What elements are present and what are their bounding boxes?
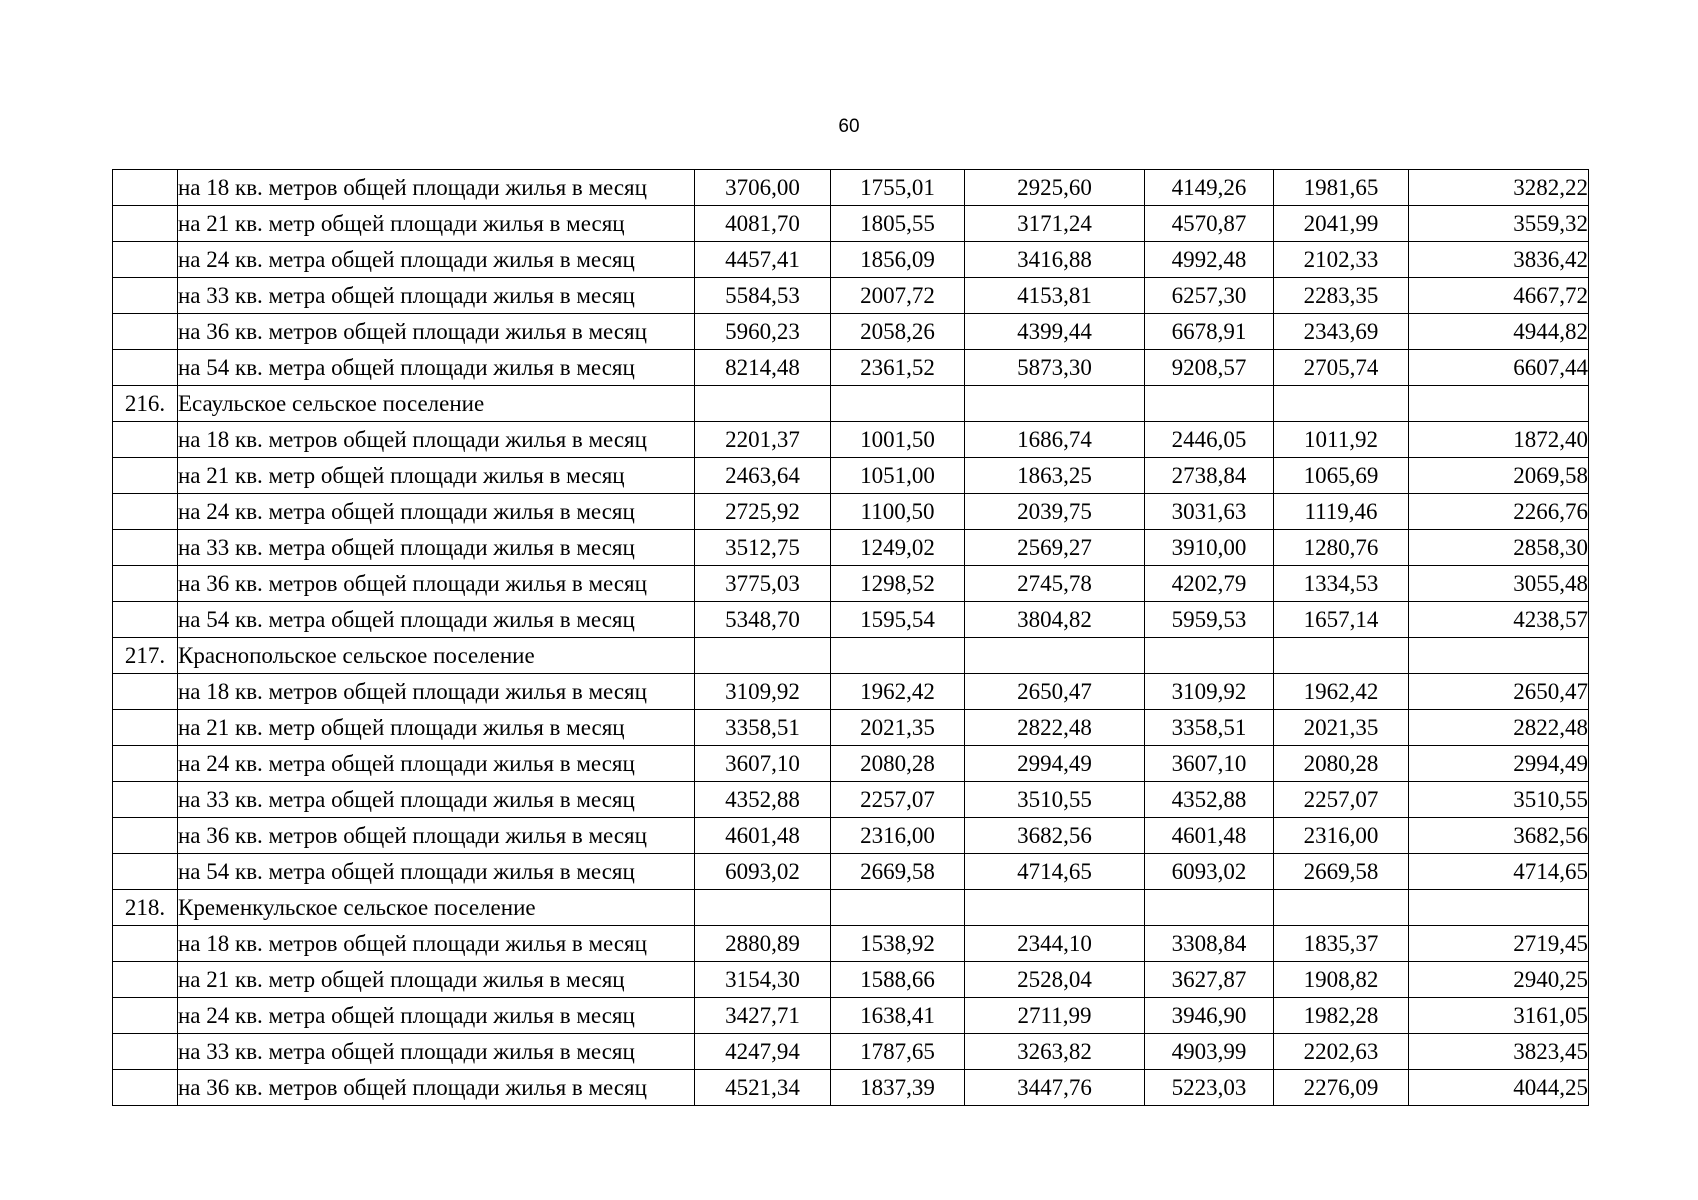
value-cell-3: 2569,27 [965, 530, 1145, 566]
value-cell-6: 2822,48 [1409, 710, 1589, 746]
table-row [113, 1034, 1589, 1070]
row-number [113, 494, 178, 530]
value-cell-2: 1962,42 [831, 674, 965, 710]
value-cell-2: 1538,92 [831, 926, 965, 962]
value-cell-5: 1962,42 [1274, 674, 1409, 710]
table-row [113, 242, 1589, 278]
value-cell-4: 3109,92 [1145, 674, 1274, 710]
value-cell-4: 6678,91 [1145, 314, 1274, 350]
value-cell-2 [831, 890, 965, 926]
area-norm-label: на 21 кв. метр общей площади жилья в месяц [178, 458, 695, 494]
value-cell-5: 1065,69 [1274, 458, 1409, 494]
value-cell-1 [695, 638, 831, 674]
row-number [113, 926, 178, 962]
value-cell-6: 2069,58 [1409, 458, 1589, 494]
value-cell-5: 1657,14 [1274, 602, 1409, 638]
value-cell-6: 3682,56 [1409, 818, 1589, 854]
value-cell-1: 4081,70 [695, 206, 831, 242]
area-norm-label: на 54 кв. метра общей площади жилья в месяц [178, 350, 695, 386]
value-cell-1: 4247,94 [695, 1034, 831, 1070]
table-row [113, 350, 1589, 386]
value-cell-1 [695, 386, 831, 422]
value-cell-1: 4601,48 [695, 818, 831, 854]
value-cell-3: 3263,82 [965, 1034, 1145, 1070]
value-cell-3: 4153,81 [965, 278, 1145, 314]
value-cell-2: 1595,54 [831, 602, 965, 638]
table-row [113, 530, 1589, 566]
value-cell-2: 2361,52 [831, 350, 965, 386]
value-cell-6: 3161,05 [1409, 998, 1589, 1034]
table-row [113, 566, 1589, 602]
value-cell-2: 1249,02 [831, 530, 965, 566]
value-cell-6: 3823,45 [1409, 1034, 1589, 1070]
area-norm-label: на 36 кв. метров общей площади жилья в месяц [178, 818, 695, 854]
value-cell-2: 1787,65 [831, 1034, 965, 1070]
value-cell-3: 2822,48 [965, 710, 1145, 746]
value-cell-4: 4149,26 [1145, 170, 1274, 206]
row-number [113, 350, 178, 386]
settlement-name: Кременкульское сельское поселение [178, 890, 695, 926]
table-row [113, 1070, 1589, 1106]
area-norm-label: на 21 кв. метр общей площади жилья в месяц [178, 710, 695, 746]
value-cell-5: 2102,33 [1274, 242, 1409, 278]
value-cell-4: 6257,30 [1145, 278, 1274, 314]
value-cell-3: 3447,76 [965, 1070, 1145, 1106]
value-cell-4: 6093,02 [1145, 854, 1274, 890]
value-cell-6 [1409, 638, 1589, 674]
settlement-name: Краснопольское сельское поселение [178, 638, 695, 674]
value-cell-3 [965, 890, 1145, 926]
value-cell-4: 9208,57 [1145, 350, 1274, 386]
table-row [113, 422, 1589, 458]
value-cell-2: 1001,50 [831, 422, 965, 458]
value-cell-3: 4399,44 [965, 314, 1145, 350]
value-cell-2: 2007,72 [831, 278, 965, 314]
value-cell-5: 2202,63 [1274, 1034, 1409, 1070]
value-cell-1: 2880,89 [695, 926, 831, 962]
value-cell-6 [1409, 890, 1589, 926]
value-cell-4: 5959,53 [1145, 602, 1274, 638]
value-cell-4 [1145, 386, 1274, 422]
value-cell-3: 3682,56 [965, 818, 1145, 854]
value-cell-5: 2021,35 [1274, 710, 1409, 746]
settlement-name: Есаульское сельское поселение [178, 386, 695, 422]
value-cell-5: 2257,07 [1274, 782, 1409, 818]
value-cell-1: 5348,70 [695, 602, 831, 638]
value-cell-2: 2669,58 [831, 854, 965, 890]
row-number: 218. [113, 890, 178, 926]
value-cell-6: 3836,42 [1409, 242, 1589, 278]
table-row [113, 782, 1589, 818]
value-cell-3: 2344,10 [965, 926, 1145, 962]
row-number [113, 962, 178, 998]
value-cell-1: 3775,03 [695, 566, 831, 602]
value-cell-1: 2725,92 [695, 494, 831, 530]
value-cell-5: 2276,09 [1274, 1070, 1409, 1106]
value-cell-3: 2745,78 [965, 566, 1145, 602]
area-norm-label: на 18 кв. метров общей площади жилья в месяц [178, 926, 695, 962]
value-cell-3 [965, 386, 1145, 422]
value-cell-6: 3559,32 [1409, 206, 1589, 242]
value-cell-1: 3607,10 [695, 746, 831, 782]
value-cell-2: 2257,07 [831, 782, 965, 818]
value-cell-2: 1755,01 [831, 170, 965, 206]
table-row [113, 962, 1589, 998]
value-cell-5: 1119,46 [1274, 494, 1409, 530]
value-cell-3: 4714,65 [965, 854, 1145, 890]
value-cell-2: 1837,39 [831, 1070, 965, 1106]
value-cell-1: 4457,41 [695, 242, 831, 278]
value-cell-5: 1908,82 [1274, 962, 1409, 998]
value-cell-2 [831, 638, 965, 674]
row-number [113, 458, 178, 494]
area-norm-label: на 24 кв. метра общей площади жилья в месяц [178, 494, 695, 530]
row-number [113, 422, 178, 458]
value-cell-3: 1863,25 [965, 458, 1145, 494]
area-norm-label: на 18 кв. метров общей площади жилья в месяц [178, 674, 695, 710]
value-cell-4: 3946,90 [1145, 998, 1274, 1034]
value-cell-3: 2650,47 [965, 674, 1145, 710]
value-cell-3: 3416,88 [965, 242, 1145, 278]
value-cell-6: 3510,55 [1409, 782, 1589, 818]
value-cell-4: 4992,48 [1145, 242, 1274, 278]
value-cell-4: 3031,63 [1145, 494, 1274, 530]
value-cell-3: 2711,99 [965, 998, 1145, 1034]
value-cell-6: 3055,48 [1409, 566, 1589, 602]
value-cell-6: 2266,76 [1409, 494, 1589, 530]
value-cell-1: 5584,53 [695, 278, 831, 314]
row-number [113, 602, 178, 638]
value-cell-2: 1638,41 [831, 998, 965, 1034]
value-cell-3: 2994,49 [965, 746, 1145, 782]
value-cell-3: 2528,04 [965, 962, 1145, 998]
value-cell-5: 1982,28 [1274, 998, 1409, 1034]
row-number [113, 206, 178, 242]
value-cell-4: 4202,79 [1145, 566, 1274, 602]
value-cell-5: 2669,58 [1274, 854, 1409, 890]
table-row [113, 710, 1589, 746]
value-cell-3: 3171,24 [965, 206, 1145, 242]
table-row [113, 674, 1589, 710]
value-cell-4: 4352,88 [1145, 782, 1274, 818]
value-cell-1: 3706,00 [695, 170, 831, 206]
value-cell-6: 4714,65 [1409, 854, 1589, 890]
value-cell-2: 1051,00 [831, 458, 965, 494]
value-cell-6: 1872,40 [1409, 422, 1589, 458]
table-row [113, 926, 1589, 962]
row-number [113, 1070, 178, 1106]
value-cell-2: 2080,28 [831, 746, 965, 782]
table-row [113, 278, 1589, 314]
value-cell-5 [1274, 638, 1409, 674]
value-cell-5 [1274, 386, 1409, 422]
table-row [113, 314, 1589, 350]
value-cell-2: 2021,35 [831, 710, 965, 746]
area-norm-label: на 36 кв. метров общей площади жилья в месяц [178, 566, 695, 602]
value-cell-1: 3512,75 [695, 530, 831, 566]
value-cell-4 [1145, 638, 1274, 674]
value-cell-1: 2201,37 [695, 422, 831, 458]
settlement-header-row [113, 386, 1589, 422]
value-cell-2: 1100,50 [831, 494, 965, 530]
table-row [113, 998, 1589, 1034]
value-cell-5: 1334,53 [1274, 566, 1409, 602]
value-cell-6: 2994,49 [1409, 746, 1589, 782]
value-cell-4: 3910,00 [1145, 530, 1274, 566]
value-cell-1: 2463,64 [695, 458, 831, 494]
area-norm-label: на 54 кв. метра общей площади жилья в месяц [178, 602, 695, 638]
value-cell-4: 4601,48 [1145, 818, 1274, 854]
value-cell-5: 2343,69 [1274, 314, 1409, 350]
value-cell-4: 3607,10 [1145, 746, 1274, 782]
value-cell-2 [831, 386, 965, 422]
table-row [113, 602, 1589, 638]
row-number [113, 746, 178, 782]
row-number: 216. [113, 386, 178, 422]
area-norm-label: на 18 кв. метров общей площади жилья в месяц [178, 170, 695, 206]
row-number [113, 242, 178, 278]
value-cell-2: 2058,26 [831, 314, 965, 350]
row-number [113, 710, 178, 746]
value-cell-6: 2650,47 [1409, 674, 1589, 710]
value-cell-4: 2738,84 [1145, 458, 1274, 494]
row-number [113, 530, 178, 566]
row-number [113, 854, 178, 890]
table-row [113, 206, 1589, 242]
value-cell-6: 2719,45 [1409, 926, 1589, 962]
row-number [113, 998, 178, 1034]
area-norm-label: на 33 кв. метра общей площади жилья в месяц [178, 782, 695, 818]
area-norm-label: на 54 кв. метра общей площади жилья в месяц [178, 854, 695, 890]
value-cell-2: 1298,52 [831, 566, 965, 602]
row-number [113, 278, 178, 314]
value-cell-4: 4570,87 [1145, 206, 1274, 242]
value-cell-1: 3427,71 [695, 998, 831, 1034]
value-cell-1: 5960,23 [695, 314, 831, 350]
table-row [113, 818, 1589, 854]
value-cell-6: 2940,25 [1409, 962, 1589, 998]
value-cell-5: 1011,92 [1274, 422, 1409, 458]
area-norm-label: на 36 кв. метров общей площади жилья в месяц [178, 314, 695, 350]
value-cell-5: 1280,76 [1274, 530, 1409, 566]
value-cell-4 [1145, 890, 1274, 926]
settlement-header-row [113, 890, 1589, 926]
row-number [113, 674, 178, 710]
value-cell-6: 6607,44 [1409, 350, 1589, 386]
row-number [113, 566, 178, 602]
area-norm-label: на 24 кв. метра общей площади жилья в месяц [178, 998, 695, 1034]
area-norm-label: на 18 кв. метров общей площади жилья в месяц [178, 422, 695, 458]
value-cell-6: 4238,57 [1409, 602, 1589, 638]
value-cell-5: 2705,74 [1274, 350, 1409, 386]
row-number [113, 1034, 178, 1070]
value-cell-5: 1835,37 [1274, 926, 1409, 962]
value-cell-3 [965, 638, 1145, 674]
value-cell-5: 2316,00 [1274, 818, 1409, 854]
row-number [113, 818, 178, 854]
value-cell-5: 2080,28 [1274, 746, 1409, 782]
area-norm-label: на 24 кв. метра общей площади жилья в месяц [178, 746, 695, 782]
area-norm-label: на 33 кв. метра общей площади жилья в месяц [178, 1034, 695, 1070]
row-number: 217. [113, 638, 178, 674]
value-cell-4: 3308,84 [1145, 926, 1274, 962]
value-cell-6: 4944,82 [1409, 314, 1589, 350]
value-cell-3: 3804,82 [965, 602, 1145, 638]
value-cell-2: 1856,09 [831, 242, 965, 278]
value-cell-5: 2041,99 [1274, 206, 1409, 242]
value-cell-6: 4667,72 [1409, 278, 1589, 314]
area-norm-label: на 21 кв. метр общей площади жилья в месяц [178, 206, 695, 242]
area-norm-label: на 33 кв. метра общей площади жилья в месяц [178, 530, 695, 566]
row-number [113, 314, 178, 350]
value-cell-1: 4352,88 [695, 782, 831, 818]
value-cell-4: 2446,05 [1145, 422, 1274, 458]
area-norm-label: на 24 кв. метра общей площади жилья в месяц [178, 242, 695, 278]
value-cell-3: 2039,75 [965, 494, 1145, 530]
table-row [113, 854, 1589, 890]
value-cell-6: 2858,30 [1409, 530, 1589, 566]
page-number: 60 [838, 116, 860, 137]
value-cell-1: 8214,48 [695, 350, 831, 386]
value-cell-5: 1981,65 [1274, 170, 1409, 206]
value-cell-2: 1805,55 [831, 206, 965, 242]
value-cell-3: 1686,74 [965, 422, 1145, 458]
value-cell-5: 2283,35 [1274, 278, 1409, 314]
table-body [113, 170, 1589, 1106]
tariff-table [112, 169, 1589, 1106]
value-cell-3: 5873,30 [965, 350, 1145, 386]
table-row [113, 494, 1589, 530]
value-cell-6: 4044,25 [1409, 1070, 1589, 1106]
table-row [113, 746, 1589, 782]
value-cell-1: 3109,92 [695, 674, 831, 710]
value-cell-4: 3627,87 [1145, 962, 1274, 998]
value-cell-2: 2316,00 [831, 818, 965, 854]
table-row [113, 458, 1589, 494]
value-cell-2: 1588,66 [831, 962, 965, 998]
settlement-header-row [113, 638, 1589, 674]
area-norm-label: на 33 кв. метра общей площади жилья в месяц [178, 278, 695, 314]
value-cell-1 [695, 890, 831, 926]
value-cell-1: 3358,51 [695, 710, 831, 746]
value-cell-4: 3358,51 [1145, 710, 1274, 746]
area-norm-label: на 36 кв. метров общей площади жилья в месяц [178, 1070, 695, 1106]
value-cell-6: 3282,22 [1409, 170, 1589, 206]
value-cell-3: 2925,60 [965, 170, 1145, 206]
row-number [113, 170, 178, 206]
value-cell-1: 4521,34 [695, 1070, 831, 1106]
table-row [113, 170, 1589, 206]
area-norm-label: на 21 кв. метр общей площади жилья в месяц [178, 962, 695, 998]
value-cell-5 [1274, 890, 1409, 926]
row-number [113, 782, 178, 818]
value-cell-6 [1409, 386, 1589, 422]
value-cell-1: 6093,02 [695, 854, 831, 890]
value-cell-4: 5223,03 [1145, 1070, 1274, 1106]
value-cell-4: 4903,99 [1145, 1034, 1274, 1070]
value-cell-3: 3510,55 [965, 782, 1145, 818]
value-cell-1: 3154,30 [695, 962, 831, 998]
